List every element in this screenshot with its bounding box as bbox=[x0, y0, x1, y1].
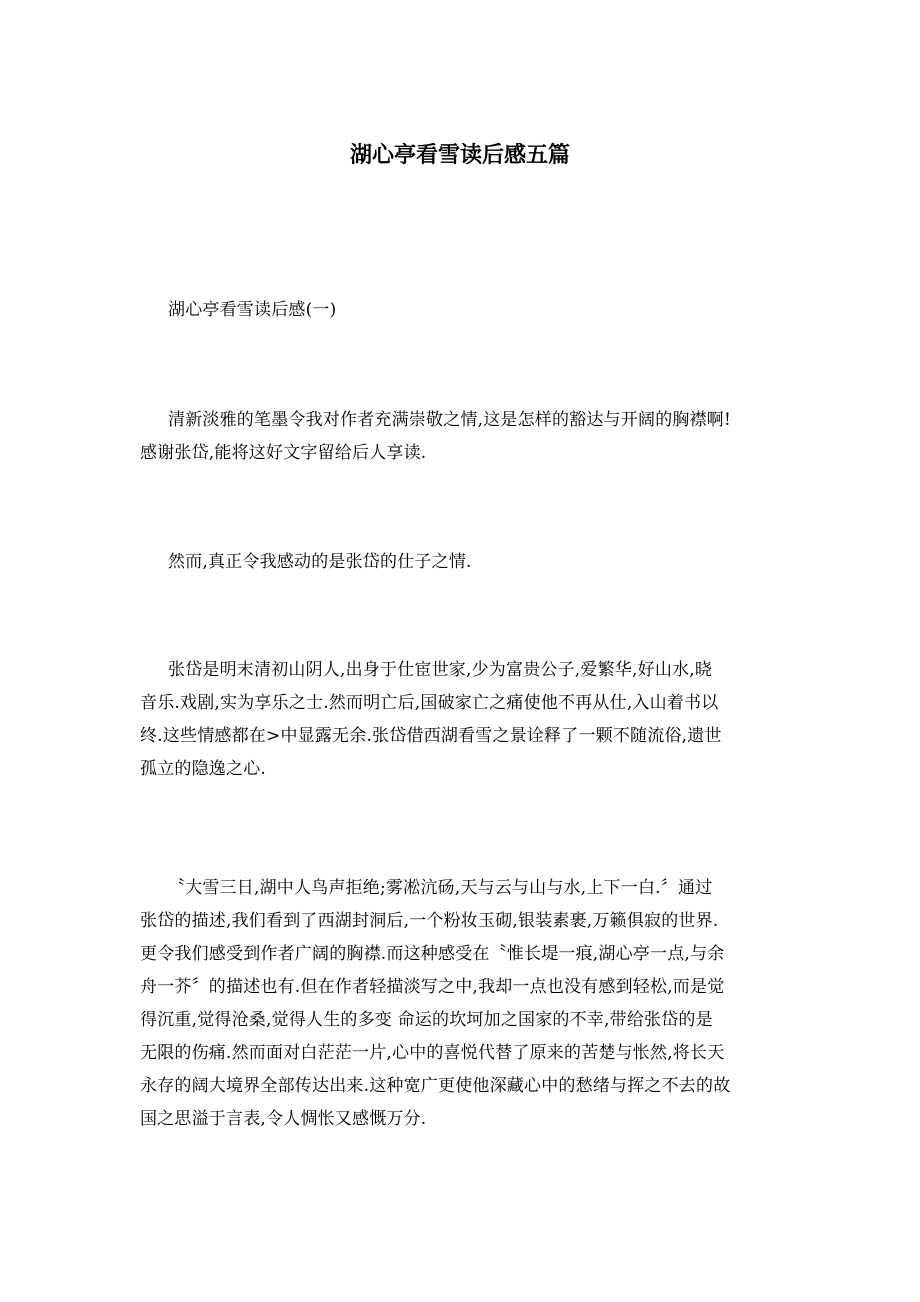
section-heading-text: 湖心亭看雪读后感(一) bbox=[168, 300, 337, 320]
section-heading bbox=[140, 294, 785, 327]
paragraph-line: 张岱是明末清初山阴人,出身于仕宦世家,少为富贵公子,爱繁华,好山水,晓 bbox=[168, 660, 713, 680]
paragraph-line: 永存的阔大境界全部传达出来.这种宽广更使他深藏心中的愁绪与挥之不去的故 bbox=[140, 1076, 731, 1096]
paragraph-line: 国之思溢于言表,令人惆怅又感慨万分. bbox=[140, 1109, 427, 1129]
paragraph-line: 张岱的描述,我们看到了西湖封洞后,一个粉妆玉砌,银装素裹,万籁俱寂的世界. bbox=[140, 911, 719, 931]
paragraph-line: 舟一芥〞的描述也有.但在作者轻描淡写之中,我却一点也没有感到轻松,而是觉 bbox=[140, 977, 725, 997]
paragraph-line: 得沉重,觉得沧桑,觉得人生的多变 命运的坎坷加之国家的不幸,带给张岱的是 bbox=[140, 1010, 713, 1030]
document-title: 湖心亭看雪读后感五篇 bbox=[349, 142, 570, 168]
paragraph-line: 孤立的隐逸之心. bbox=[140, 759, 267, 779]
paragraph-line: 清新淡雅的笔墨令我对作者充满崇敬之情,这是怎样的豁达与开阔的胸襟啊! bbox=[168, 410, 732, 430]
paragraph-2 bbox=[140, 546, 785, 579]
paragraph-line: 无限的伤痛.然而面对白茫茫一片,心中的喜悦代替了原来的苦楚与怅然,将长天 bbox=[140, 1043, 725, 1063]
paragraph-1 bbox=[140, 404, 785, 470]
paragraph-3 bbox=[140, 654, 785, 786]
paragraph-line: 然而,真正令我感动的是张岱的仕子之情. bbox=[168, 552, 472, 572]
paragraph-line: 更令我们感受到作者广阔的胸襟.而这种感受在〝惟长堤一痕,湖心亭一点,与余 bbox=[140, 944, 725, 964]
paragraph-line: 终.这些情感都在>中显露无余.张岱借西湖看雪之景诠释了一颗不随流俗,遗世 bbox=[140, 726, 722, 746]
paragraph-line: 感谢张岱,能将这好文字留给后人享读. bbox=[140, 443, 427, 463]
paragraph-line: 音乐.戏剧,实为享乐之士.然而明亡后,国破家亡之痛使他不再从仕,入山着书以 bbox=[140, 693, 719, 713]
paragraph-4 bbox=[140, 872, 785, 1136]
paragraph-line: 〝大雪三日,湖中人鸟声拒绝;雾凇沆砀,天与云与山与水,上下一白.〞通过 bbox=[168, 878, 713, 898]
